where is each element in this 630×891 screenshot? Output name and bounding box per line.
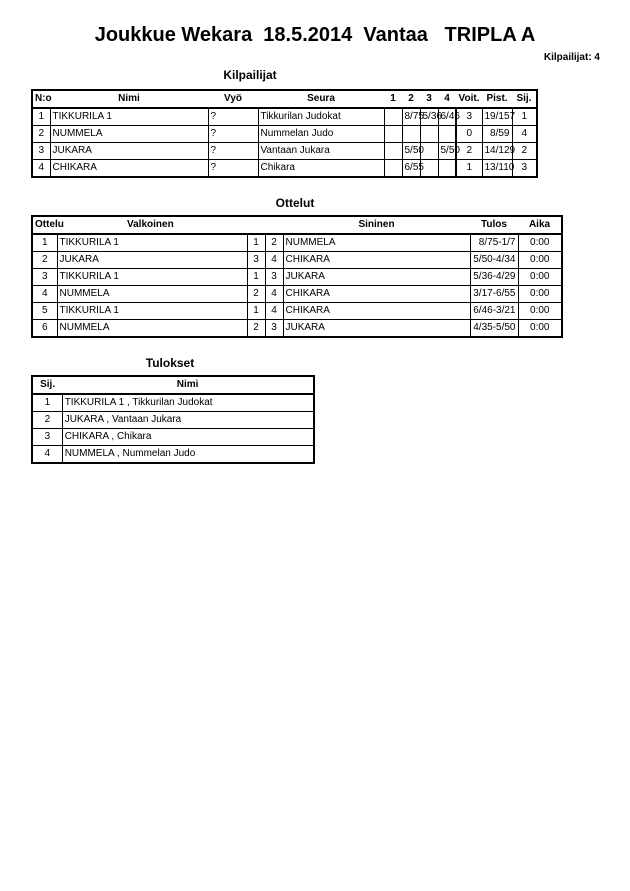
- col-header: Ottelu: [32, 216, 57, 234]
- competitor-row: [32, 160, 537, 178]
- cell-belt: ?: [208, 160, 258, 178]
- cell-time: 0:00: [518, 320, 562, 338]
- cell-number: 2: [32, 126, 50, 143]
- cell-number: 1: [32, 108, 50, 126]
- cell-place: 4: [32, 446, 62, 464]
- col-header: N:o: [32, 90, 50, 108]
- cell-result: 6/46-3/21: [470, 303, 518, 320]
- match-row: [32, 303, 562, 320]
- cell-name: JUKARA: [50, 143, 208, 160]
- match-row: [32, 320, 562, 338]
- col-header: 3: [420, 90, 438, 108]
- cell-name: CHIKARA , Chikara: [62, 429, 314, 446]
- cell-result: 3/17-6/55: [470, 286, 518, 303]
- col-header: 4: [438, 90, 456, 108]
- cell-blue-number: 3: [265, 320, 283, 338]
- col-header: Valkoinen: [57, 216, 283, 234]
- match-row: [32, 269, 562, 286]
- cell-club: Chikara: [258, 160, 384, 178]
- cell-place: 3: [512, 160, 537, 178]
- cell-name: CHIKARA: [50, 160, 208, 178]
- competitor-count: Kilpailijat: 4: [543, 52, 600, 63]
- cell-place: 1: [32, 394, 62, 412]
- competitors-heading: Kilpailijat: [223, 68, 277, 82]
- col-header: Seura: [258, 90, 384, 108]
- cell-result: 5/50-4/34: [470, 252, 518, 269]
- col-header: Voit.: [456, 90, 482, 108]
- cell-white: TIKKURILA 1: [57, 234, 247, 252]
- cell-time: 0:00: [518, 269, 562, 286]
- match-row: [32, 234, 562, 252]
- cell-name: TIKKURILA 1 , Tikkurilan Judokat: [62, 394, 314, 412]
- results-table: [31, 375, 315, 464]
- cell-match-number: 5: [32, 303, 57, 320]
- cell-number: 4: [32, 160, 50, 178]
- cell-round-1: [384, 126, 402, 143]
- cell-time: 0:00: [518, 286, 562, 303]
- cell-wins: 0: [456, 126, 482, 143]
- col-header: Vyö: [208, 90, 258, 108]
- cell-place: 1: [512, 108, 537, 126]
- cell-match-number: 1: [32, 234, 57, 252]
- cell-name: JUKARA , Vantaan Jukara: [62, 412, 314, 429]
- match-row: [32, 252, 562, 269]
- col-header: Pist.: [482, 90, 512, 108]
- result-row: [32, 446, 314, 464]
- matches-heading: Ottelut: [275, 196, 315, 210]
- cell-place: 4: [512, 126, 537, 143]
- cell-white: TIKKURILA 1: [57, 269, 247, 286]
- cell-white-number: 3: [247, 252, 265, 269]
- cell-points: 19/157: [482, 108, 512, 126]
- cell-blue-number: 4: [265, 252, 283, 269]
- cell-belt: ?: [208, 143, 258, 160]
- cell-points: 8/59: [482, 126, 512, 143]
- cell-result: 4/35-5/50: [470, 320, 518, 338]
- cell-result: 8/75-1/7: [470, 234, 518, 252]
- cell-round-2: 5/50: [402, 143, 420, 160]
- cell-points: 13/110: [482, 160, 512, 178]
- cell-number: 3: [32, 143, 50, 160]
- match-row: [32, 286, 562, 303]
- cell-white-number: 2: [247, 286, 265, 303]
- matches-table: [31, 215, 563, 338]
- cell-match-number: 3: [32, 269, 57, 286]
- cell-match-number: 2: [32, 252, 57, 269]
- competitor-row: [32, 126, 537, 143]
- col-header: 2: [402, 90, 420, 108]
- result-row: [32, 394, 314, 412]
- competitor-row: [32, 143, 537, 160]
- cell-round-2: [402, 126, 420, 143]
- col-header: Tulos: [470, 216, 518, 234]
- cell-round-2: 6/55: [402, 160, 420, 178]
- cell-wins: 1: [456, 160, 482, 178]
- col-header: Aika: [518, 216, 562, 234]
- col-header: Nimi: [50, 90, 208, 108]
- results-header-row: [32, 376, 314, 394]
- cell-time: 0:00: [518, 234, 562, 252]
- matches-header-row: [32, 216, 562, 234]
- cell-round-1: [384, 108, 402, 126]
- cell-name: NUMMELA , Nummelan Judo: [62, 446, 314, 464]
- cell-round-4: 6/46: [438, 108, 456, 126]
- cell-match-number: 4: [32, 286, 57, 303]
- col-header: Sij.: [512, 90, 537, 108]
- cell-name: TIKKURILA 1: [50, 108, 208, 126]
- cell-place: 2: [32, 412, 62, 429]
- cell-points: 14/129: [482, 143, 512, 160]
- cell-round-1: [384, 143, 402, 160]
- competitors-header-row: [32, 90, 537, 108]
- cell-round-4: [438, 160, 456, 178]
- col-header: Nimi: [62, 376, 314, 394]
- cell-place: 2: [512, 143, 537, 160]
- cell-belt: ?: [208, 108, 258, 126]
- cell-blue-number: 4: [265, 303, 283, 320]
- cell-wins: 2: [456, 143, 482, 160]
- cell-round-4: 5/50: [438, 143, 456, 160]
- page-title: Joukkue Wekara 18.5.2014 Vantaa TRIPLA A: [94, 24, 536, 46]
- cell-blue: JUKARA: [283, 269, 470, 286]
- cell-round-3: [420, 126, 438, 143]
- cell-white: JUKARA: [57, 252, 247, 269]
- cell-round-4: [438, 126, 456, 143]
- cell-belt: ?: [208, 126, 258, 143]
- cell-blue-number: 2: [265, 234, 283, 252]
- cell-round-3: 5/36: [420, 108, 438, 126]
- cell-blue-number: 4: [265, 286, 283, 303]
- cell-white-number: 1: [247, 269, 265, 286]
- cell-round-2: 8/75: [402, 108, 420, 126]
- results-heading: Tulokset: [145, 356, 195, 370]
- cell-white: NUMMELA: [57, 286, 247, 303]
- cell-result: 5/36-4/29: [470, 269, 518, 286]
- result-row: [32, 412, 314, 429]
- cell-blue: CHIKARA: [283, 286, 470, 303]
- col-header: Sij.: [32, 376, 62, 394]
- cell-round-1: [384, 160, 402, 178]
- cell-club: Nummelan Judo: [258, 126, 384, 143]
- col-header: Sininen: [283, 216, 470, 234]
- cell-white-number: 1: [247, 234, 265, 252]
- cell-wins: 3: [456, 108, 482, 126]
- cell-blue: JUKARA: [283, 320, 470, 338]
- competitor-row: [32, 108, 537, 126]
- cell-blue: NUMMELA: [283, 234, 470, 252]
- cell-time: 0:00: [518, 252, 562, 269]
- competitors-table: [31, 89, 538, 178]
- cell-club: Vantaan Jukara: [258, 143, 384, 160]
- cell-white: NUMMELA: [57, 320, 247, 338]
- cell-blue: CHIKARA: [283, 303, 470, 320]
- col-header: 1: [384, 90, 402, 108]
- cell-blue: CHIKARA: [283, 252, 470, 269]
- cell-blue-number: 3: [265, 269, 283, 286]
- cell-white: TIKKURILA 1: [57, 303, 247, 320]
- cell-white-number: 1: [247, 303, 265, 320]
- cell-name: NUMMELA: [50, 126, 208, 143]
- cell-place: 3: [32, 429, 62, 446]
- cell-club: Tikkurilan Judokat: [258, 108, 384, 126]
- cell-match-number: 6: [32, 320, 57, 338]
- result-row: [32, 429, 314, 446]
- cell-white-number: 2: [247, 320, 265, 338]
- cell-time: 0:00: [518, 303, 562, 320]
